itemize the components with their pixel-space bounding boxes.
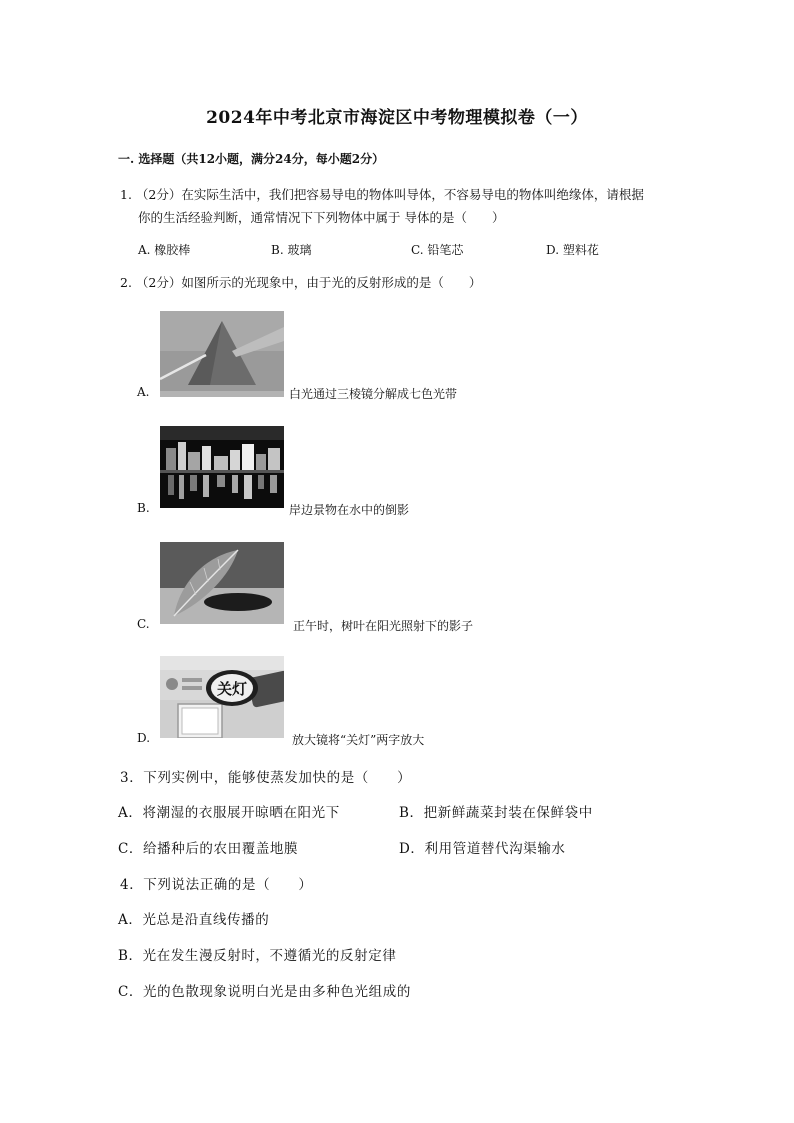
q2-option-b-text: 岸边景物在水中的倒影 xyxy=(289,503,410,517)
q1-option-a: A. 橡胶棒 xyxy=(138,243,191,257)
q4-option-b: B．光在发生漫反射时，不遵循光的反射定律 xyxy=(118,948,397,964)
section-heading: 一. 选择题（共12小题，满分24分，每小题2分） xyxy=(118,152,385,166)
q1-stem-line2: 你的生活经验判断，通常情况下下列物体中属于 导体的是（ ） xyxy=(138,210,505,225)
q1-option-c: C. 铅笔芯 xyxy=(411,243,464,257)
q2-option-c-letter: C. xyxy=(137,617,150,631)
q2-option-b-letter: B. xyxy=(137,501,150,515)
prism-photo xyxy=(160,311,284,397)
q1-stem-line1: 1. （2分）在实际生活中，我们把容易导电的物体叫导体，不容易导电的物体叫绝缘体，请根据 xyxy=(120,187,644,202)
q4-option-a: A．光总是沿直线传播的 xyxy=(118,912,270,928)
q3-stem: 3．下列实例中，能够使蒸发加快的是（ ） xyxy=(120,770,412,786)
leaf-shadow-photo xyxy=(160,542,284,624)
q3-option-a: A．将潮湿的衣服展开晾晒在阳光下 xyxy=(118,805,340,821)
magnified-sign-text: 关灯 xyxy=(216,680,248,698)
q2-option-c-text: 正午时，树叶在阳光照射下的影子 xyxy=(293,619,474,633)
page-title: 2024年中考北京市海淀区中考物理模拟卷（一） xyxy=(206,108,588,128)
q1-option-d: D. 塑料花 xyxy=(546,243,599,257)
q2-option-a-letter: A. xyxy=(137,385,150,399)
q2-option-a-text: 白光通过三棱镜分解成七色光带 xyxy=(289,387,458,401)
magnifier-photo xyxy=(160,656,284,738)
q3-option-b: B．把新鲜蔬菜封装在保鲜袋中 xyxy=(399,805,593,821)
city-reflection-photo xyxy=(160,426,284,508)
q4-stem: 4．下列说法正确的是（ ） xyxy=(120,877,313,893)
q1-option-b: B. 玻璃 xyxy=(271,243,312,257)
q2-option-d-text: 放大镜将“关灯”两字放大 xyxy=(292,733,425,747)
q3-option-d: D．利用管道替代沟渠输水 xyxy=(399,841,566,857)
q2-stem: 2. （2分）如图所示的光现象中，由于光的反射形成的是（ ） xyxy=(120,275,482,290)
q4-option-c: C．光的色散现象说明白光是由多种色光组成的 xyxy=(118,984,411,1000)
q2-option-d-letter: D. xyxy=(137,731,151,745)
q3-option-c: C．给播种后的农田覆盖地膜 xyxy=(118,841,299,857)
